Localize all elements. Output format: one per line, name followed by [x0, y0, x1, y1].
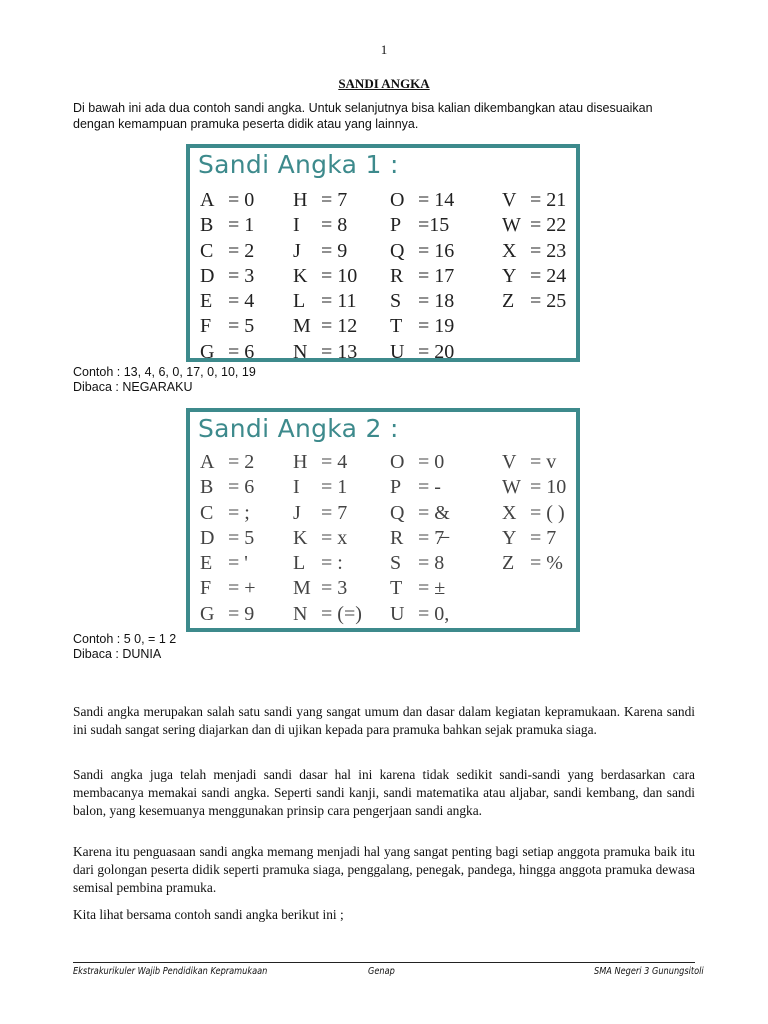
cipher-letter: K [293, 526, 308, 549]
cipher-value: = 7 [321, 501, 348, 524]
cipher-letter: Z [502, 290, 515, 313]
cipher-value: = 8 [418, 552, 445, 575]
cipher-entry [293, 314, 357, 339]
cipher-value: = 0, [418, 602, 450, 625]
cipher-entry [293, 526, 362, 551]
cipher-2-column [293, 450, 362, 627]
cipher-entry [293, 213, 357, 238]
cipher-entry [293, 188, 357, 213]
cipher-letter: F [200, 315, 212, 338]
example-2-contoh: Contoh : 5 0, = 1 2 [73, 632, 177, 646]
cipher-entry [293, 239, 357, 264]
cipher-entry [200, 576, 256, 601]
cipher-letter: U [390, 602, 405, 625]
cipher-table-1-title: Sandi Angka 1 : [198, 150, 399, 179]
cipher-letter: U [390, 340, 405, 363]
cipher-letter: G [200, 340, 215, 363]
cipher-value: = 9 [228, 602, 255, 625]
cipher-letter: O [390, 189, 405, 211]
cipher-letter: E [200, 290, 213, 313]
cipher-value: = 12 [321, 315, 358, 338]
footer-center: Genap [368, 966, 395, 977]
cipher-value: = 3 [321, 577, 348, 600]
cipher-value: = 10 [530, 476, 567, 499]
cipher-entry [390, 475, 450, 500]
cipher-value: = 24 [530, 264, 567, 287]
cipher-letter: E [200, 552, 213, 575]
cipher-value: = 3 [228, 264, 255, 287]
cipher-value: = 7̶ [418, 526, 445, 549]
cipher-entry [390, 264, 454, 289]
cipher-entry [390, 551, 450, 576]
cipher-letter: V [502, 189, 517, 211]
cipher-letter: A [200, 189, 215, 211]
cipher-value: = ' [228, 552, 248, 575]
cipher-value: = 9 [321, 239, 348, 262]
cipher-letter: J [293, 239, 301, 262]
cipher-table-2-title: Sandi Angka 2 : [198, 414, 399, 443]
cipher-letter: C [200, 501, 214, 524]
cipher-entry [200, 501, 256, 526]
cipher-entry [390, 450, 450, 475]
cipher-value: = 0 [418, 451, 445, 473]
cipher-letter: L [293, 552, 306, 575]
cipher-value: = ± [418, 577, 446, 600]
cipher-value: = ( ) [530, 501, 565, 524]
cipher-entry [200, 475, 256, 500]
page-title: SANDI ANGKA [338, 76, 430, 91]
cipher-letter: I [293, 476, 300, 499]
cipher-entry [293, 501, 362, 526]
cipher-letter: D [200, 264, 215, 287]
cipher-value: = 4 [228, 290, 255, 313]
cipher-letter: O [390, 451, 405, 473]
cipher-letter: D [200, 526, 215, 549]
cipher-entry [502, 475, 566, 500]
cipher-value: = 17 [418, 264, 455, 287]
cipher-entry [502, 213, 566, 238]
cipher-letter: Q [390, 239, 405, 262]
body-paragraph: Sandi angka merupakan salah satu sandi yang sangat umum dan dasar dalam kegiatan kepramukaan. Karena sandi ini sudah sangat sering diajarkan dan di ujikan kepada para pramuka bahkan sejak pramuka siaga. [73, 704, 695, 737]
cipher-letter: X [502, 501, 517, 524]
cipher-letter: J [293, 501, 301, 524]
cipher-value: = 14 [418, 189, 455, 211]
cipher-letter: L [293, 290, 306, 313]
cipher-value: = & [418, 501, 450, 524]
cipher-entry [390, 289, 454, 314]
cipher-value: = 7 [530, 526, 557, 549]
cipher-letter: R [390, 264, 404, 287]
cipher-letter: P [390, 476, 402, 499]
cipher-letter: T [390, 577, 403, 600]
cipher-letter: S [390, 552, 402, 575]
cipher-value: = % [530, 552, 563, 575]
cipher-value: = 25 [530, 290, 567, 313]
cipher-1-column [390, 188, 454, 365]
cipher-letter: W [502, 214, 521, 237]
example-2 [73, 632, 176, 662]
cipher-letter: P [390, 214, 402, 237]
cipher-value: = 2 [228, 239, 255, 262]
cipher-entry [502, 526, 566, 551]
cipher-entry [200, 526, 256, 551]
cipher-entry [200, 289, 254, 314]
cipher-value: = 6 [228, 476, 255, 499]
cipher-letter: Q [390, 501, 405, 524]
example-2-dibaca: Dibaca : DUNIA [73, 647, 162, 661]
cipher-value: = 11 [321, 290, 357, 313]
example-1 [73, 365, 256, 395]
cipher-value: = (=) [321, 602, 362, 625]
cipher-entry [200, 314, 254, 339]
intro-paragraph: Di bawah ini ada dua contoh sandi angka. Untuk selanjutnya bisa kalian dikembangkan atau disesuaikan dengan kemampuan pramuka peserta didik atau yang lainnya. [73, 101, 653, 131]
cipher-letter: B [200, 214, 214, 237]
body-paragraph: Karena itu penguasaan sandi angka memang menjadi hal yang sangat penting bagi setiap anggota pramuka baik itu dari golongan peserta didik seperti pramuka siaga, penggalang, penegak, pandega, hingga anggota pramuka dewasa semisal pembina pramuka. [73, 844, 695, 895]
cipher-entry [390, 314, 454, 339]
cipher-entry [390, 576, 450, 601]
cipher-letter: V [502, 451, 517, 473]
cipher-entry [200, 239, 254, 264]
cipher-entry [390, 213, 454, 238]
cipher-value: = 19 [418, 315, 455, 338]
cipher-value: = 10 [321, 264, 358, 287]
cipher-letter: T [390, 315, 403, 338]
cipher-table-1 [186, 144, 580, 362]
cipher-entry [502, 239, 566, 264]
cipher-entry [200, 188, 254, 213]
cipher-value: = v [530, 451, 557, 473]
cipher-entry [502, 188, 566, 213]
page-number: 1 [380, 42, 388, 57]
cipher-letter: H [293, 189, 308, 211]
cipher-entry [293, 289, 357, 314]
cipher-letter: Y [502, 264, 517, 287]
cipher-letter: F [200, 577, 212, 600]
cipher-letter: G [200, 602, 215, 625]
cipher-letter: Z [502, 552, 515, 575]
cipher-1-column [502, 188, 566, 314]
cipher-entry [293, 475, 362, 500]
cipher-entry [293, 602, 362, 627]
cipher-letter: K [293, 264, 308, 287]
cipher-value: = 1 [321, 476, 348, 499]
cipher-letter: C [200, 239, 214, 262]
cipher-letter: I [293, 214, 300, 237]
cipher-entry [502, 450, 566, 475]
cipher-entry [390, 602, 450, 627]
cipher-entry [293, 340, 357, 365]
cipher-value: = 2 [228, 451, 255, 473]
cipher-table-2 [186, 408, 580, 632]
cipher-value: = 22 [530, 214, 567, 237]
cipher-value: = 7 [321, 189, 348, 211]
cipher-entry [390, 239, 454, 264]
cipher-entry [502, 551, 566, 576]
cipher-entry [200, 340, 254, 365]
cipher-entry [390, 188, 454, 213]
cipher-2-column [502, 450, 566, 576]
cipher-entry [502, 501, 566, 526]
cipher-entry [293, 264, 357, 289]
cipher-value: = x [321, 526, 348, 549]
cipher-letter: N [293, 340, 308, 363]
cipher-entry [200, 213, 254, 238]
cipher-entry [502, 289, 566, 314]
cipher-letter: A [200, 451, 215, 473]
cipher-entry [390, 501, 450, 526]
cipher-value: = 5 [228, 526, 255, 549]
cipher-entry [200, 450, 256, 475]
cipher-value: = 23 [530, 239, 567, 262]
footer-divider [73, 962, 695, 963]
cipher-letter: M [293, 315, 311, 338]
cipher-value: = ; [228, 501, 250, 524]
cipher-letter: R [390, 526, 404, 549]
cipher-value: = 6 [228, 340, 255, 363]
cipher-letter: H [293, 451, 308, 473]
cipher-value: = 21 [530, 189, 567, 211]
cipher-value: = 13 [321, 340, 358, 363]
cipher-entry [390, 340, 454, 365]
cipher-entry [200, 264, 254, 289]
cipher-2-column [200, 450, 256, 627]
cipher-letter: S [390, 290, 402, 313]
cipher-entry [200, 551, 256, 576]
cipher-value: = 4 [321, 451, 348, 473]
cipher-value: = 18 [418, 290, 455, 313]
cipher-letter: X [502, 239, 517, 262]
cipher-entry [200, 602, 256, 627]
cipher-2-column [390, 450, 450, 627]
cipher-value: =15 [418, 214, 450, 237]
cipher-value: = 20 [418, 340, 455, 363]
cipher-value: = - [418, 476, 441, 499]
cipher-value: = 0 [228, 189, 255, 211]
cipher-entry [293, 450, 362, 475]
cipher-value: = + [228, 577, 256, 600]
cipher-1-column [200, 188, 254, 365]
example-1-contoh: Contoh : 13, 4, 6, 0, 17, 0, 10, 19 [73, 365, 256, 379]
cipher-letter: W [502, 476, 521, 499]
cipher-value: = 8 [321, 214, 348, 237]
cipher-value: = : [321, 552, 343, 575]
footer-left: Ekstrakurikuler Wajib Pendidikan Kepramukaan [73, 966, 268, 977]
cipher-letter: M [293, 577, 311, 600]
cipher-entry [293, 576, 362, 601]
body-paragraph: Sandi angka juga telah menjadi sandi dasar hal ini karena tidak sedikit sandi-sandi yang berdasarkan cara membacanya memakai sandi angka. Seperti sandi kanji, sandi matematika atau aljabar, sandi kembang, dan sandi balon, yang kesemuanya menggunakan prinsip cara pengerjaan sandi angka. [73, 767, 695, 818]
footer-right: SMA Negeri 3 Gunungsitoli [594, 966, 704, 977]
cipher-entry [293, 551, 362, 576]
cipher-1-column [293, 188, 357, 365]
example-1-dibaca: Dibaca : NEGARAKU [73, 380, 193, 394]
cipher-value: = 16 [418, 239, 455, 262]
cipher-entry [390, 526, 450, 551]
cipher-value: = 5 [228, 315, 255, 338]
cipher-entry [502, 264, 566, 289]
cipher-letter: Y [502, 526, 517, 549]
cipher-letter: B [200, 476, 214, 499]
body-paragraph: Kita lihat bersama contoh sandi angka berikut ini ; [73, 907, 344, 922]
cipher-letter: N [293, 602, 308, 625]
cipher-value: = 1 [228, 214, 255, 237]
